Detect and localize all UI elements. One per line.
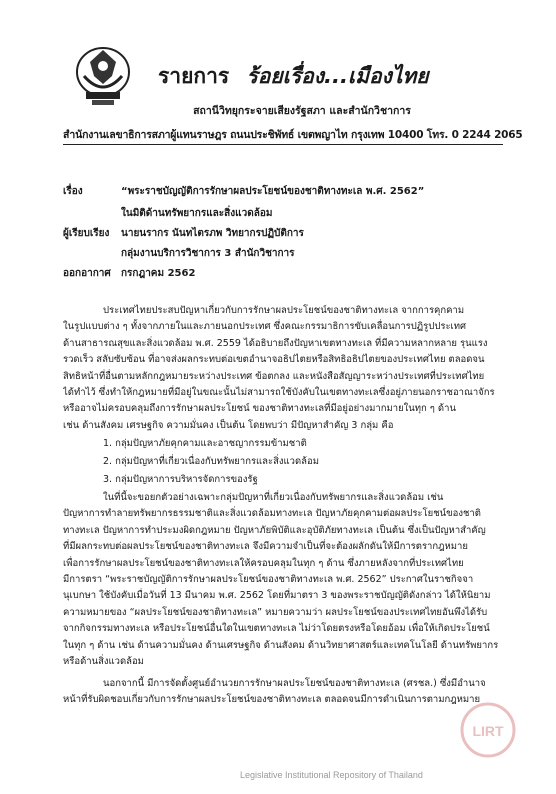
paragraph-line: ได้ทำไว้ ซึ่งทำให้กฎหมายที่มีอยู่ในขณะนั้นไม่สามารถใช้บังคับในเขตทางทะเลซึ่งอยู่ภายนอกราชอาณาจักร [63, 387, 495, 399]
watermark-logo-text: LIRT [472, 723, 504, 739]
paragraph-line: ปัญหาการทำลายทรัพยากรธรรมชาติและสิ่งแวดล้อมทางทะเล ปัญหาภัยคุกคามต่อผลประโยชน์ของชาติ [63, 508, 481, 520]
header-divider [63, 144, 503, 145]
paragraph-line: สิทธิหน้าที่อื่นตามหลักกฎหมายระหว่างประเทศ ข้อตกลง และหนังสือสัญญาระหว่างประเทศที่ประเทศไทย [63, 370, 485, 382]
list-item: 3. กลุ่มปัญหาการบริหารจัดการของรัฐ [103, 474, 258, 485]
repository-watermark-logo [458, 700, 518, 760]
paragraph-line: ด้านสาธารณสุขและสิ่งแวดล้อม พ.ศ. 2559 ได้อธิบายถึงปัญหาเขตทางทะเล ที่มีความหลากหลาย รุนแรง [63, 337, 488, 349]
paragraph-line: ประเทศไทยประสบปัญหาเกี่ยวกับการรักษาผลประโยชน์ของชาติทางทะเล จากการคุกคาม [103, 305, 465, 316]
watermark-text: Legislative Institutional Repository of Thailand [240, 770, 423, 780]
paragraph-line: จากกิจกรรมทางทะเล หรือประโยชน์อื่นใดในเขตทางทะเล ไม่ว่าโดยตรงหรือโดยอ้อม เพื่อให้เกิดประโยชน์ [63, 623, 490, 635]
subject-row [63, 184, 424, 199]
subject-label: เรื่อง [63, 186, 83, 197]
paragraph-2 [63, 490, 503, 670]
paragraph-line: นุเบกษา ใช้บังคับเมื่อวันที่ 13 มีนาคม พ.ศ. 2562 โดยที่มาตรา 3 ของพระราชบัญญัติดังกล่าว ได้ให้นิยาม [63, 590, 491, 602]
author-label: ผู้เรียบเรียง [63, 228, 110, 239]
office-address: สำนักงานเลขาธิการสภาผู้แทนราษฎร ถนนประชิพัทธ์ เขตพญาไท กรุงเทพ 10400 โทร. 0 2244 2065 [63, 129, 523, 141]
airdate-value: กรกฎาคม 2562 [121, 268, 196, 279]
paragraph-line: ในที่นี้จะขอยกตัวอย่างเฉพาะกลุ่มปัญหาที่เกี่ยวเนื่องกับทรัพยากรและสิ่งแวดล้อม เช่น [103, 492, 444, 503]
paragraph-line: ทางทะเล ปัญหาการทำประมงผิดกฎหมาย ปัญหาภัยพิบัติและอุบัติภัยทางทะเล เป็นต้น ซึ่งเป็นปัญหาสำคัญ [63, 524, 486, 536]
paragraph-line: หน้าที่รับผิดชอบเกี่ยวกับการรักษาผลประโยชน์ของชาติทางทะเล ตลอดจนมีการดำเนินการตามกฎหมาย [63, 694, 481, 706]
program-label: รายการ [158, 64, 230, 88]
author-group: กลุ่มงานบริการวิชาการ 3 สำนักวิชาการ [121, 248, 295, 259]
paragraph-line: ในรูปแบบต่าง ๆ ทั้งจากภายในและภายนอกประเทศ ซึ่งคณะกรรมาธิการขับเคลื่อนการปฏิรูปประเทศ [63, 321, 467, 333]
paragraph-1 [63, 303, 503, 434]
subject-value: “พระราชบัญญัติการรักษาผลประโยชน์ของชาติทางทะเล พ.ศ. 2562” [121, 186, 425, 197]
paragraph-line: รวดเร็ว สลับซับซ้อน ที่อาจส่งผลกระทบต่อเขตอำนาจอธิปไตยหรือสิทธิอธิปไตยของประเทศไทย ตลอดจน [63, 354, 485, 366]
airdate-row [63, 266, 195, 281]
parliament-emblem-icon [72, 42, 134, 108]
list-item: 2. กลุ่มปัญหาที่เกี่ยวเนื่องกับทรัพยากรและสิ่งแวดล้อม [103, 456, 319, 467]
paragraph-line: หรืออาจไม่ครอบคลุมถึงการรักษาผลประโยชน์ ของชาติทางทะเลที่มีอยู่อย่างมากมายในทุก ๆ ด้าน [63, 403, 456, 415]
station-name: สถานีวิทยุกระจายเสียงรัฐสภา และสำนักวิชาการ [193, 105, 411, 117]
program-name: ร้อยเรื่อง...เมืองไทย [246, 64, 429, 88]
paragraph-line: เช่น ด้านสังคม เศรษฐกิจ ความมั่นคง เป็นต้น โดยพบว่า มีปัญหาสำคัญ 3 กลุ่ม คือ [63, 419, 394, 431]
airdate-label: ออกอากาศ [63, 268, 111, 279]
paragraph-line: มีการตรา “พระราชบัญญัติการรักษาผลประโยชน์ของชาติทางทะเล พ.ศ. 2562” ประกาศในราชกิจจา [63, 574, 474, 586]
program-title [158, 60, 429, 93]
paragraph-3 [63, 676, 503, 709]
paragraph-line: นอกจากนี้ มีการจัดตั้งศูนย์อำนวยการรักษาผลประโยชน์ของชาติทางทะเล (ศรชล.) ซึ่งมีอำนาจ [103, 678, 486, 689]
paragraph-line: หรือด้านสิ่งแวดล้อม [63, 656, 144, 668]
subject-subtitle: ในมิติด้านทรัพยากรและสิ่งแวดล้อม [121, 208, 273, 219]
author-value: นายนรากร นันทไตรภพ วิทยากรปฏิบัติการ [121, 228, 304, 239]
paragraph-line: เพื่อการรักษาผลประโยชน์ของชาติทางทะเลให้ครอบคลุมในทุก ๆ ด้าน ซึ่งภายหลังจากที่ประเทศไทย [63, 557, 464, 569]
paragraph-line: ที่มีผลกระทบต่อผลประโยชน์ของชาติทางทะเล จึงมีความจำเป็นที่จะต้องผลักดันให้มีการตรากฎหมาย [63, 541, 468, 553]
paragraph-line: ในทุก ๆ ด้าน เช่น ด้านความมั่นคง ด้านเศรษฐกิจ ด้านสังคม ด้านวิทยาศาสตร์และเทคโนโลยี ด้านทรัพยากร [63, 639, 499, 651]
list-item: 1. กลุ่มปัญหาภัยคุกคามและอาชญากรรมข้ามชาติ [103, 438, 307, 449]
paragraph-line: ความหมายของ “ผลประโยชน์ของชาติทางทะเล” หมายความว่า ผลประโยชน์ของประเทศไทยอันพึงได้รับ [63, 606, 488, 618]
author-row [63, 226, 304, 241]
